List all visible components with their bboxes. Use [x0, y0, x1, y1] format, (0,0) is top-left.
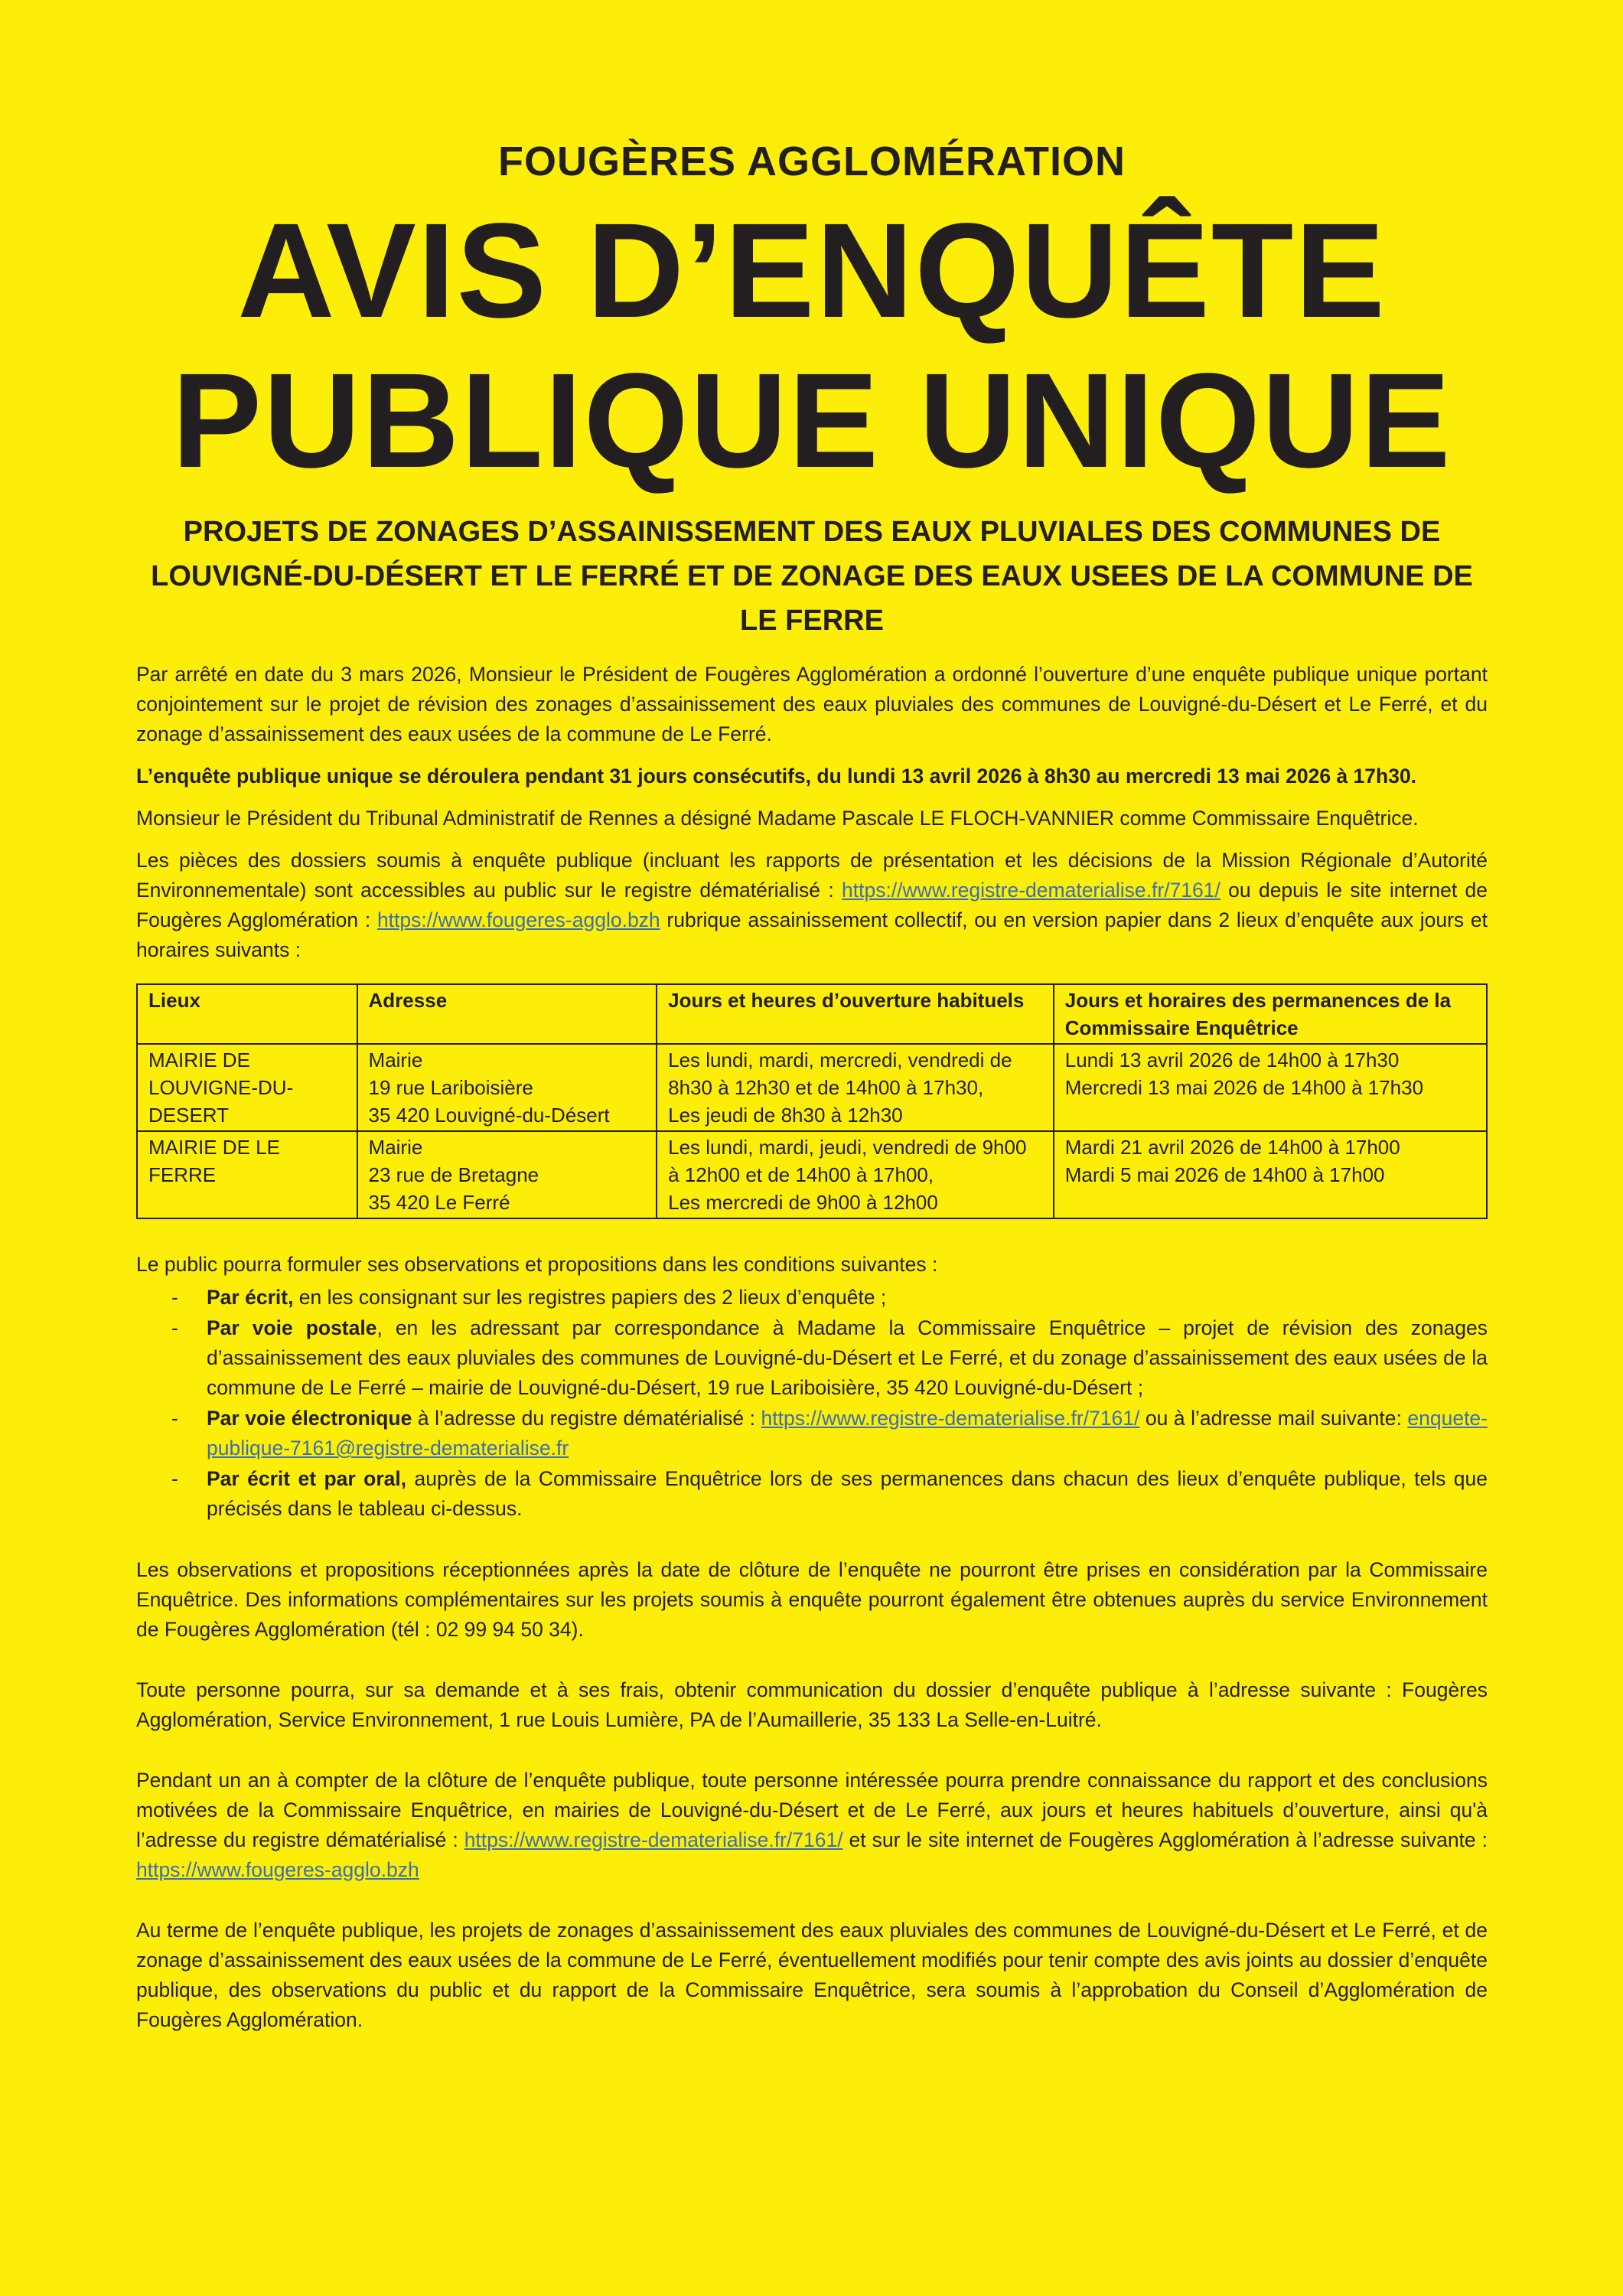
report-text-1: Pendant un an à compter de la clôture de l’enquête publique, toute personne intéressée pourra prendre connaissance du rapport et des conclusions motivées de la Commissaire Enquêtrice, en mairies de Louvigné-du-Désert et de Le Ferré, aux jours et heures habituels d’ouverture, ainsi qu'à l’adresse du registre dématérialisé : — [136, 1769, 1488, 1851]
table-header-row — [137, 984, 1487, 1044]
registre-link[interactable]: https://www.registre-dematerialise.fr/7161/ — [842, 879, 1221, 902]
permanences-table — [136, 983, 1488, 1219]
address-line: Mairie — [368, 1136, 423, 1159]
documents-paragraph — [136, 846, 1488, 965]
organization-name: FOUGÈRES AGGLOMÉRATION — [497, 139, 1126, 184]
cell-adresse — [357, 1131, 657, 1218]
agglo-website-link[interactable]: https://www.fougeres-agglo.bzh — [136, 1858, 419, 1881]
hours-line: Les lundi, mardi, mercredi, vendredi de 8h30 à 12h30 et de 14h00 à 17h30, — [668, 1049, 1012, 1099]
cell-adresse — [357, 1044, 657, 1131]
cell-lieu: MAIRIE DE LOUVIGNE-DU-DESERT — [137, 1044, 357, 1131]
address-line: 19 rue Lariboisière — [368, 1076, 533, 1099]
table-row — [137, 1044, 1487, 1131]
permanence-line: Mercredi 13 mai 2026 de 14h00 à 17h30 — [1064, 1076, 1424, 1099]
documents-text-1: Les pièces des dossiers soumis à enquête publique (incluant les rapports de présentation et les décisions de la Mission Régionale d’Autorité Environnementale) sont accessibles au public sur le registre dématérialisé : — [136, 849, 1488, 902]
list-item — [171, 1404, 1488, 1463]
hours-line: Les lundi, mardi, jeudi, vendredi de 9h00 à 12h00 et de 14h00 à 17h00, — [668, 1136, 1027, 1186]
notice-subtitle: PROJETS DE ZONAGES D’ASSAINISSEMENT DES EAUX PLUVIALES DES COMMUNES DE LOUVIGNÉ-DU-DÉSERT ET LE FERRÉ ET DE ZONAGE DES EAUX USEES DE LA COMMUNE DE LE FERRE — [151, 516, 1473, 637]
table-row — [137, 1131, 1487, 1218]
address-line: 23 rue de Bretagne — [368, 1163, 539, 1186]
header-lieux: Lieux — [137, 984, 357, 1044]
hours-line: Les jeudi de 8h30 à 12h30 — [668, 1104, 903, 1127]
documents-text-2: ou depuis le site internet de Fougères Agglomération : — [136, 879, 1488, 931]
registre-link[interactable]: https://www.registre-dematerialise.fr/7161/ — [761, 1407, 1140, 1430]
mode-ecrit-text: en les consignant sur les registres papiers des 2 lieux d’enquête ; — [293, 1286, 887, 1309]
list-dash: - — [171, 1316, 178, 1339]
report-paragraph — [136, 1766, 1488, 1885]
header-horaires: Jours et heures d’ouverture habituels — [657, 984, 1054, 1044]
list-item — [171, 1464, 1488, 1524]
commissioner-paragraph: Monsieur le Président du Tribunal Administratif de Rennes a désigné Madame Pascale LE FLOCH-VANNIER comme Commissaire Enquêtrice. — [136, 807, 1419, 830]
arrete-paragraph: Par arrêté en date du 3 mars 2026, Monsieur le Président de Fougères Agglomération a ordonné l’ouverture d’une enquête publique unique portant conjointement sur le projet de révision des zonages d’assainissement des eaux pluviales des communes de Louvigné-du-Désert et Le Ferré, et du zonage d’assainissement des eaux usées de la commune de Le Ferré. — [136, 663, 1488, 745]
mode-oral-text: auprès de la Commissaire Enquêtrice lors de ses permanences dans chacun des lieux d’enquête publique, tels que précisés dans le tableau ci-dessus. — [207, 1467, 1488, 1520]
list-dash: - — [171, 1286, 178, 1309]
cell-lieu: MAIRIE DE LE FERRE — [137, 1131, 357, 1218]
address-line: 35 420 Le Ferré — [368, 1191, 510, 1214]
address-line: 35 420 Louvigné-du-Désert — [368, 1104, 610, 1127]
list-dash: - — [171, 1467, 178, 1490]
observations-intro: Le public pourra formuler ses observations et propositions dans les conditions suivantes : — [136, 1253, 938, 1276]
duration-paragraph: L’enquête publique unique se déroulera pendant 31 jours consécutifs, du lundi 13 avril 2026 à 8h30 au mercredi 13 mai 2026 à 17h30. — [136, 765, 1417, 788]
list-item — [171, 1283, 1488, 1313]
cell-horaires — [657, 1131, 1054, 1218]
final-paragraph: Au terme de l’enquête publique, les projets de zonages d’assainissement des eaux pluviales des communes de Louvigné-du-Désert et Le Ferré, et de zonage d’assainissement des eaux usées de la commune de Le Ferré, éventuellement modifiés pour tenir compte des avis joints au dossier d’enquête publique, des observations du public et du rapport de la Commissaire Enquêtrice, sera soumis à l’approbation du Conseil d’Agglomération de Fougères Agglomération. — [136, 1919, 1488, 2031]
permanence-line: Lundi 13 avril 2026 de 14h00 à 17h30 — [1064, 1049, 1400, 1071]
report-text-2: et sur le site internet de Fougères Agglomération à l’adresse suivante : — [842, 1828, 1488, 1851]
list-item — [171, 1313, 1488, 1403]
after-close-paragraph: Les observations et propositions réceptionnées après la date de clôture de l’enquête ne pourront être prises en considération par la Commissaire Enquêtrice. Des informations complémentaires sur les projets soumis à enquête pourront également être obtenues auprès du service Environnement de Fougères Agglomération (tél : 02 99 94 50 34). — [136, 1558, 1488, 1641]
mode-electronique-text-2: ou à l’adresse mail suivante: — [1139, 1407, 1408, 1430]
mode-electronique-text: à l’adresse du registre dématérialisé : — [412, 1407, 761, 1430]
permanence-line: Mardi 5 mai 2026 de 14h00 à 17h00 — [1064, 1163, 1385, 1186]
registre-link[interactable]: https://www.registre-dematerialise.fr/7161/ — [464, 1828, 843, 1851]
mode-electronique-label: Par voie électronique — [207, 1407, 412, 1430]
mode-postale-text: , en les adressant par correspondance à Madame la Commissaire Enquêtrice – projet de révision des zonages d’assainissement des eaux pluviales des communes de Louvigné-du-Désert et Le Ferré, et du zonage d’assainissement des eaux usées de la commune de Le Ferré – mairie de Louvigné-du-Désert, 19 rue Lariboisière, 35 420 Louvigné-du-Désert ; — [207, 1316, 1488, 1399]
communication-paragraph: Toute personne pourra, sur sa demande et à ses frais, obtenir communication du dossier d’enquête publique à l’adresse suivante : Fougères Agglomération, Service Environnement, 1 rue Louis Lumière, PA de l’Aumaillerie, 35 133 La Selle-en-Luitré. — [136, 1678, 1488, 1731]
header-adresse: Adresse — [357, 984, 657, 1044]
cell-permanences — [1054, 1044, 1487, 1131]
mode-oral-label: Par écrit et par oral, — [207, 1467, 407, 1490]
permanence-line: Mardi 21 avril 2026 de 14h00 à 17h00 — [1064, 1136, 1400, 1159]
email-link[interactable]: enquete-publique-7161@registre-dematerialise.fr — [207, 1407, 1488, 1459]
title-line-2: PUBLIQUE UNIQUE — [171, 346, 1452, 496]
agglo-website-link[interactable]: https://www.fougeres-agglo.bzh — [376, 908, 660, 931]
mode-postale-label: Par voie postale — [207, 1316, 377, 1339]
cell-horaires — [657, 1044, 1054, 1131]
observation-modes-list — [136, 1283, 1488, 1524]
cell-permanences — [1054, 1131, 1487, 1218]
address-line: Mairie — [368, 1049, 423, 1071]
mode-ecrit-label: Par écrit, — [207, 1286, 294, 1309]
documents-text-3: rubrique assainissement collectif, ou en version papier dans 2 lieux d’enquête aux jours et horaires suivants : — [136, 908, 1488, 961]
title-line-1: AVIS D’ENQUÊTE — [237, 196, 1387, 346]
header-permanences: Jours et horaires des permanences de la Commissaire Enquêtrice — [1054, 984, 1487, 1044]
list-dash: - — [171, 1407, 178, 1430]
notice-page — [136, 138, 1488, 2035]
hours-line: Les mercredi de 9h00 à 12h00 — [668, 1191, 938, 1214]
